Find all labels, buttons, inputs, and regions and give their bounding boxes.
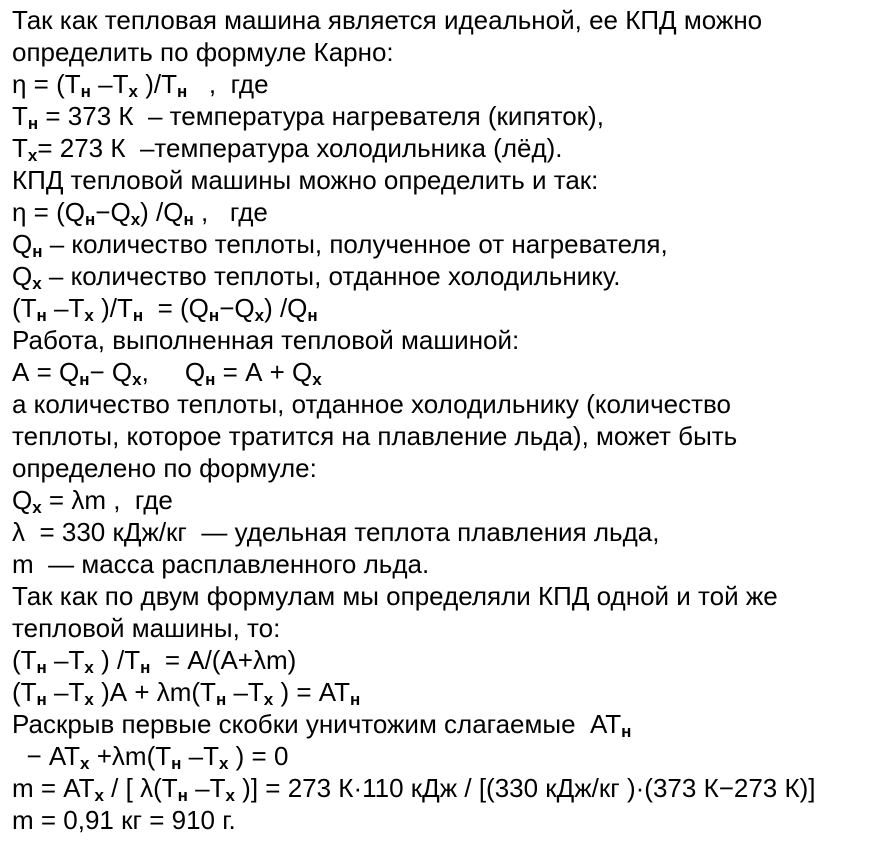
text-line: тепловой машины, то:: [12, 613, 281, 643]
text-line: а количество теплоты, отданное холодильнику (количество: [12, 389, 731, 419]
formula-line: $\eta = (Т_н$ $-Т_х$ )$/Т_н$ , где: [12, 69, 269, 101]
text-line: $Т_х= 273$ К –температура холодильника (лёд).: [12, 133, 563, 165]
text-line: определить по формуле Карно:: [12, 37, 394, 67]
text-line: определено по формуле:: [12, 453, 317, 483]
text-line: λ = 330 кДж/кг — удельная теплота плавления льда,: [12, 517, 660, 547]
text-line: теплоты, которое тратится на плавление льда), может быть: [12, 421, 738, 451]
text-line: Работа, выполненная тепловой машиной:: [12, 325, 520, 355]
text-line: Раскрыв первые скобки уничтожим слагаемые $АТ_н$: [12, 709, 632, 741]
result-line: m = 0,91 кг = 910 г.: [12, 805, 236, 835]
formula-line: $m = АТ_х$ / [ $\lambda(Т_н$ $-Т_х$ )] = 273 К·110 кДж / [(330 кДж/кг )·(373 К−273 К)]: [12, 773, 816, 805]
text-line: $Q_н$ – количество теплоты, полученное от нагревателя,: [12, 229, 668, 261]
formula-line: $А = Q_н- Q_х$, $Q_н = А + Q_х$: [12, 357, 322, 389]
formula-line: − $АТ_х +\lambda m(Т_н$ $-Т_х$ ) = 0: [12, 741, 289, 773]
formula-line: ($Т_н$ $-Т_х$ )$/Т_н = (Q_н-Q_х)$ $/Q_н$: [12, 293, 318, 325]
text-line: $Т_н = 373$ К – температура нагревателя (кипяток),: [12, 101, 604, 133]
formula-line: $\eta = (Q_н-Q_х)$ $/Q_н$ , где: [12, 197, 268, 229]
text-line: m — масса расплавленного льда.: [12, 549, 430, 579]
text-line: Так как тепловая машина является идеальной, ее КПД можно: [12, 5, 763, 35]
formula-line: $Q_х = \lambda m$ , где: [12, 485, 173, 517]
formula-line: ($Т_н$ $-Т_х$ )$А + \lambda m(Т_н$ $-Т_х$ ) = $АТ_н$: [12, 677, 361, 709]
text-line: КПД тепловой машины можно определить и так:: [12, 165, 599, 195]
formula-line: ($Т_н$ $-Т_х$ ) $/Т_н = А/(А+\lambda m)$: [12, 645, 297, 677]
text-line: $Q_х$ – количество теплоты, отданное холодильнику.: [12, 261, 621, 293]
text-line: Так как по двум формулам мы определяли КПД одной и той же: [12, 581, 778, 611]
